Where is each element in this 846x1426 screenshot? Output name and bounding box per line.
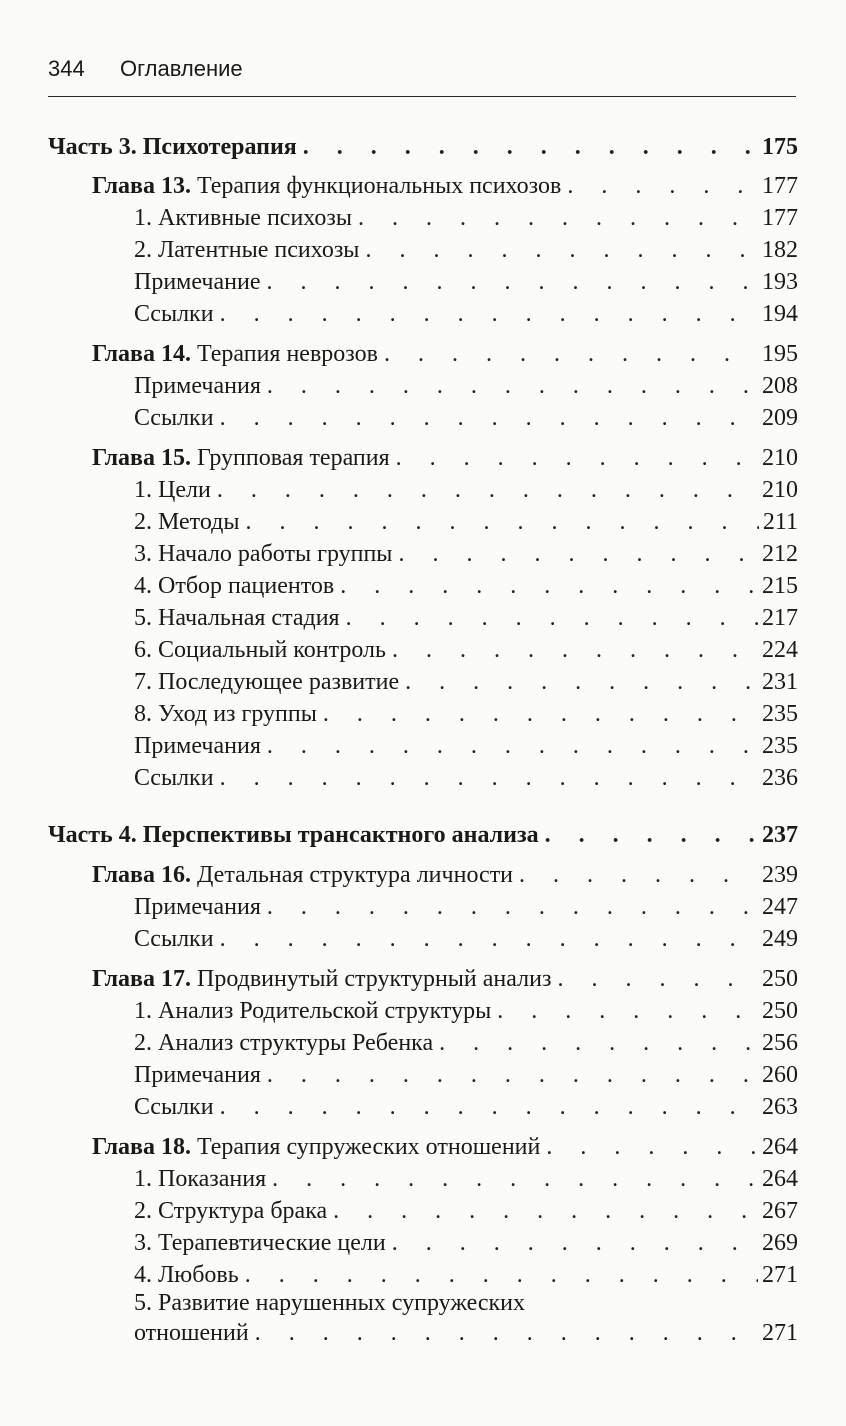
- toc-entry-section[interactable]: [134, 267, 798, 297]
- toc-entry-section[interactable]: [134, 235, 798, 265]
- running-header: [48, 52, 796, 97]
- toc-entry-label: [92, 860, 513, 890]
- chapter-title: Продвинутый структурный анализ: [197, 966, 552, 992]
- toc-entry-page: 177: [762, 173, 798, 199]
- toc-entry-label: Ссылки: [134, 405, 214, 431]
- toc-entry-label: 1. Анализ Родительской структуры: [134, 998, 492, 1024]
- toc-entry-label: 1. Активные психозы: [134, 205, 352, 231]
- toc-entry-section[interactable]: [134, 1228, 798, 1258]
- leader-dots: [519, 860, 758, 890]
- toc-entry-label: 7. Последующее развитие: [134, 669, 400, 695]
- toc-entry-section[interactable]: [134, 1164, 798, 1194]
- toc-entry-label: 2. Структура брака: [134, 1198, 328, 1224]
- toc-entry-page: 195: [762, 341, 798, 367]
- toc-entry-chapter[interactable]: [92, 860, 798, 890]
- toc-entry-section[interactable]: [134, 539, 798, 569]
- toc-entry-page: 235: [762, 733, 798, 759]
- toc-entry-section[interactable]: [134, 203, 798, 233]
- leader-dots: [303, 132, 758, 162]
- leader-dots: [557, 964, 758, 994]
- toc-entry-page: 209: [762, 405, 798, 431]
- toc-entry-page: 260: [762, 1062, 798, 1088]
- leader-dots: [340, 571, 758, 601]
- leader-dots: [358, 203, 758, 233]
- toc-entry-page: 215: [762, 573, 798, 599]
- toc-entry-page: 236: [762, 765, 798, 791]
- leader-dots: [245, 1260, 758, 1290]
- toc-entry-section[interactable]: [134, 1288, 798, 1348]
- toc-entry-label: Примечания: [134, 1062, 261, 1088]
- leader-dots: [333, 1196, 758, 1226]
- toc-entry-section[interactable]: [134, 371, 798, 401]
- toc-entry-label: Ссылки: [134, 765, 214, 791]
- toc-entry-page: 193: [762, 269, 798, 295]
- leader-dots: [405, 667, 758, 697]
- toc-entry-label: отношений: [134, 1320, 249, 1346]
- toc-entry-label: 1. Показания: [134, 1166, 267, 1192]
- toc-entry-page: 212: [762, 541, 798, 567]
- toc-entry-chapter[interactable]: [92, 1132, 798, 1162]
- leader-dots: [267, 892, 758, 922]
- leader-dots: [567, 171, 758, 201]
- toc-entry-label: Ссылки: [134, 301, 214, 327]
- toc-entry-chapter[interactable]: [92, 964, 798, 994]
- leader-dots: [220, 299, 758, 329]
- chapter-number: Глава 18.: [92, 1134, 191, 1160]
- toc-entry-section[interactable]: [134, 299, 798, 329]
- toc-entry-section[interactable]: [134, 507, 798, 537]
- leader-dots: [266, 267, 758, 297]
- toc-entry-section[interactable]: [134, 1092, 798, 1122]
- toc-entry-section[interactable]: [134, 892, 798, 922]
- chapter-number: Глава 14.: [92, 341, 191, 367]
- leader-dots: [267, 1060, 758, 1090]
- toc-entry-page: 267: [762, 1198, 798, 1224]
- toc-entry-label: Ссылки: [134, 926, 214, 952]
- toc-entry-page: 177: [762, 205, 798, 231]
- leader-dots: [346, 603, 758, 633]
- toc-entry-label: 8. Уход из группы: [134, 701, 317, 727]
- toc-entry-label: Примечания: [134, 894, 261, 920]
- leader-dots: [396, 443, 758, 473]
- toc-entry-page: 269: [762, 1230, 798, 1256]
- chapter-title: Терапия неврозов: [197, 341, 378, 367]
- leader-dots: [392, 1228, 758, 1258]
- toc-entry-page: 210: [762, 445, 798, 471]
- toc-entry-label: Часть 3. Психотерапия: [48, 134, 297, 160]
- toc-entry-label: 1. Цели: [134, 477, 211, 503]
- toc-entry-page: 249: [762, 926, 798, 952]
- toc-entry-page: 271: [762, 1262, 798, 1288]
- chapter-title: Групповая терапия: [197, 445, 390, 471]
- chapter-title: Терапия супружеских отношений: [197, 1134, 541, 1160]
- toc-entry-label: [92, 339, 378, 369]
- toc-entry-section[interactable]: [134, 996, 798, 1026]
- toc-entry-label: 2. Анализ структуры Ребенка: [134, 1030, 434, 1056]
- toc-entry-chapter[interactable]: [92, 171, 798, 201]
- toc-entry-page: 250: [762, 966, 798, 992]
- chapter-title: Детальная структура личности: [197, 862, 514, 888]
- toc-entry-section[interactable]: [134, 403, 798, 433]
- toc-entry-page: 208: [762, 373, 798, 399]
- toc-entry-section[interactable]: [134, 1060, 798, 1090]
- toc-entry-label: 2. Латентные психозы: [134, 237, 360, 263]
- toc-entry-label: Примечание: [134, 269, 261, 295]
- toc-entry-page: 264: [762, 1134, 798, 1160]
- leader-dots: [272, 1164, 758, 1194]
- toc-entry-label: [92, 171, 561, 201]
- chapter-number: Глава 16.: [92, 862, 191, 888]
- leader-dots: [246, 507, 759, 537]
- toc-entry-label: Часть 4. Перспективы трансактного анализа: [48, 822, 539, 848]
- leader-dots: [545, 820, 758, 850]
- toc-entry-page: 247: [762, 894, 798, 920]
- toc-entry-page: 175: [762, 134, 798, 160]
- leader-dots: [384, 339, 758, 369]
- toc-entry-section[interactable]: [134, 571, 798, 601]
- leader-dots: [220, 1092, 758, 1122]
- toc-entry-page: 256: [762, 1030, 798, 1056]
- toc-entry-page: 250: [762, 998, 798, 1024]
- toc-entry-page: 194: [762, 301, 798, 327]
- toc-entry-section[interactable]: [134, 603, 798, 633]
- leader-dots: [255, 1318, 758, 1348]
- toc-entry-label: Примечания: [134, 733, 261, 759]
- leader-dots: [398, 539, 758, 569]
- toc-entry-page: 264: [762, 1166, 798, 1192]
- toc-entry-page: 231: [762, 669, 798, 695]
- leader-dots: [546, 1132, 758, 1162]
- leader-dots: [220, 763, 758, 793]
- toc-entry-section[interactable]: [134, 1196, 798, 1226]
- toc-entry-page: 182: [762, 237, 798, 263]
- leader-dots: [217, 475, 758, 505]
- toc-entry-label: Ссылки: [134, 1094, 214, 1120]
- leader-dots: [220, 403, 758, 433]
- toc-entry-page: 217: [762, 605, 798, 631]
- toc-entry-section[interactable]: [134, 924, 798, 954]
- toc-entry-page: 239: [762, 862, 798, 888]
- toc-entry-section[interactable]: [134, 731, 798, 761]
- leader-dots: [392, 635, 758, 665]
- toc-entry-page: 224: [762, 637, 798, 663]
- toc-entry-chapter[interactable]: [92, 339, 798, 369]
- toc-entry-label: [92, 1132, 540, 1162]
- toc-entry-section[interactable]: [134, 475, 798, 505]
- leader-dots: [497, 996, 758, 1026]
- leader-dots: [439, 1028, 758, 1058]
- toc-entry-section[interactable]: [134, 1028, 798, 1058]
- toc-entry-chapter[interactable]: [92, 443, 798, 473]
- leader-dots: [267, 371, 758, 401]
- toc-entry-label: 3. Терапевтические цели: [134, 1230, 386, 1256]
- leader-dots: [323, 699, 758, 729]
- toc-entry-page: 210: [762, 477, 798, 503]
- toc-entry-page: 211: [762, 509, 798, 535]
- toc-entry-label: 4. Любовь: [134, 1262, 239, 1288]
- toc-entry-label: [92, 443, 390, 473]
- toc-entry-part[interactable]: [48, 132, 798, 162]
- toc-entry-page: 237: [762, 822, 798, 848]
- toc-entry-section[interactable]: [134, 635, 798, 665]
- leader-dots: [267, 731, 758, 761]
- toc-entry-section[interactable]: [134, 1260, 798, 1290]
- toc-entry-label: 3. Начало работы группы: [134, 541, 393, 567]
- toc-entry-section[interactable]: [134, 763, 798, 793]
- toc-entry-label: 5. Развитие нарушенных супружеских: [134, 1290, 525, 1316]
- toc-entry-label: 6. Социальный контроль: [134, 637, 386, 663]
- toc-entry-page: 235: [762, 701, 798, 727]
- toc-entry-label: [92, 964, 551, 994]
- running-title: Оглавление: [120, 56, 243, 81]
- toc-entry-label: 5. Начальная стадия: [134, 605, 340, 631]
- chapter-number: Глава 17.: [92, 966, 191, 992]
- page-number: 344: [48, 56, 85, 81]
- toc-entry-section[interactable]: [134, 699, 798, 729]
- toc-entry-part[interactable]: [48, 820, 798, 850]
- toc-entry-label: 2. Методы: [134, 509, 240, 535]
- chapter-number: Глава 15.: [92, 445, 191, 471]
- toc-entry-label: 4. Отбор пациентов: [134, 573, 335, 599]
- toc-entry-page: 263: [762, 1094, 798, 1120]
- chapter-number: Глава 13.: [92, 173, 191, 199]
- toc-entry-label: Примечания: [134, 373, 261, 399]
- chapter-title: Терапия функциональных психозов: [197, 173, 562, 199]
- toc-entry-section[interactable]: [134, 667, 798, 697]
- toc-entry-page: 271: [762, 1320, 798, 1346]
- leader-dots: [220, 924, 758, 954]
- leader-dots: [365, 235, 758, 265]
